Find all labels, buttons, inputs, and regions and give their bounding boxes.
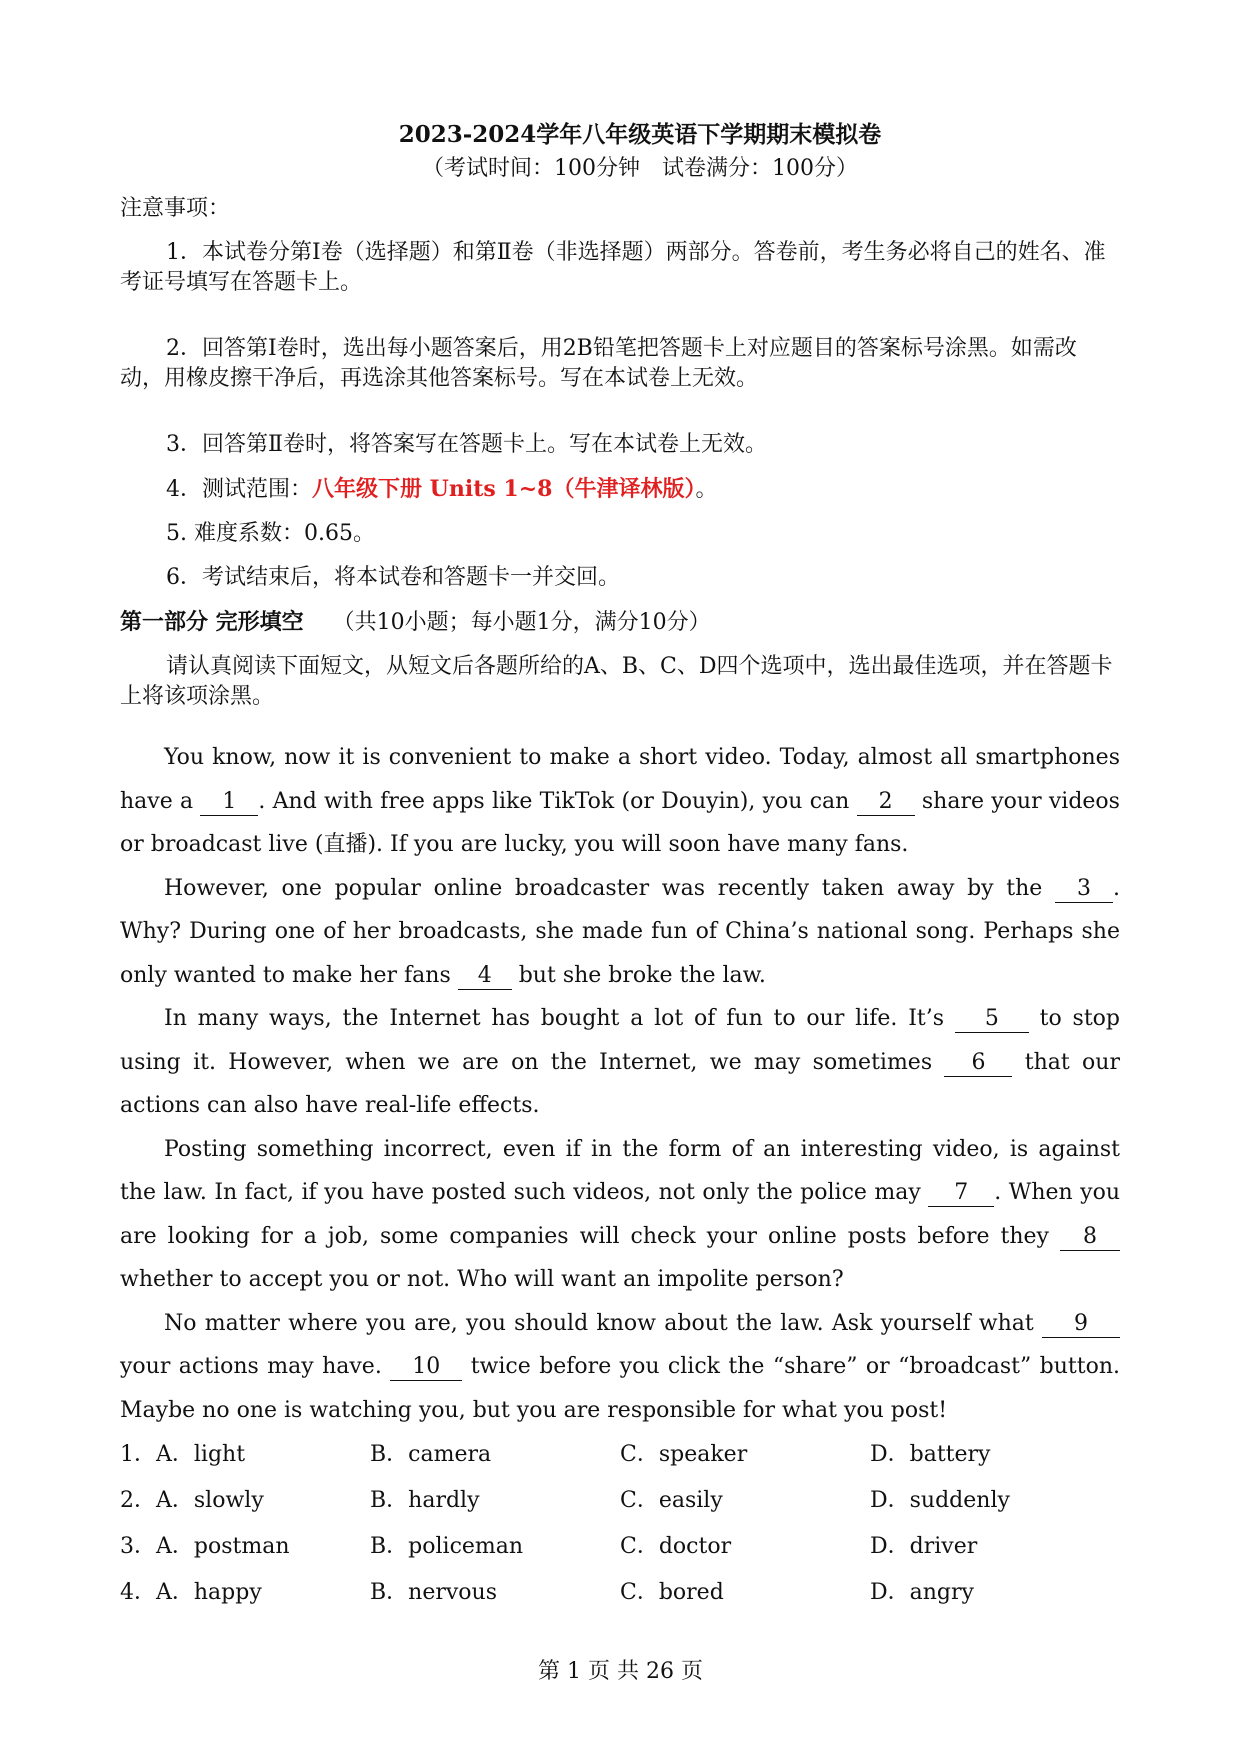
notice-heading: 注意事项： (120, 196, 231, 221)
option-c: C．easily (620, 1488, 723, 1513)
passage-text: You know, now it is convenient to make a short video. Today, almost all smartphones have a (120, 745, 1120, 814)
option-a: 2．A．slowly (120, 1488, 264, 1513)
section-info: （共10小题；每小题1分，满分10分） (332, 610, 711, 635)
blank-9: 9 (1042, 1311, 1120, 1338)
passage-text: No matter where you are, you should know about the law. Ask yourself what (164, 1310, 1042, 1336)
passage-paragraph-5 (120, 1302, 1120, 1433)
passage-text: whether to accept you or not. Who will want an impolite person? (120, 1267, 844, 1292)
notice-item-2: 2．回答第Ⅰ卷时，选出每小题答案后，用2B铅笔把答题卡上对应题目的答案标号涂黑。如需改动，用橡皮擦干净后，再选涂其他答案标号。写在本试卷上无效。 (120, 336, 1077, 391)
option-c: C．bored (620, 1580, 724, 1605)
option-d: D．suddenly (870, 1488, 1010, 1513)
blank-2: 2 (857, 789, 915, 816)
option-b: B．hardly (370, 1488, 480, 1513)
notice-item-4 (120, 474, 1120, 505)
passage-text: . Why? During one of her broadcasts, she made fun of China’s national song. Perhaps she only wanted to make her fans (120, 875, 1120, 988)
option-b: B．camera (370, 1442, 492, 1467)
passage-text: . And with free apps like TikTok (or Douyin), you can (258, 788, 857, 814)
option-a: 3．A．postman (120, 1534, 290, 1559)
exam-page (120, 118, 1120, 1624)
passage-paragraph-3 (120, 997, 1120, 1128)
option-c: C．doctor (620, 1534, 732, 1559)
notice-item-5: 5. 难度系数：0.65。 (166, 521, 375, 546)
passage-text: that our actions can also have real-life effects. (120, 1049, 1120, 1118)
notice-item-4-suffix: 。 (695, 477, 718, 502)
blank-3: 3 (1055, 876, 1113, 903)
option-d: D．angry (870, 1580, 974, 1605)
passage-text: Posting something incorrect, even if in the form of an interesting video, is against the law. In fact, if you have posted such videos, not only the police may (120, 1136, 1120, 1205)
option-a: 1．A．light (120, 1442, 246, 1467)
cloze-passage (120, 736, 1120, 1432)
blank-5: 5 (955, 1006, 1029, 1033)
option-c: C．speaker (620, 1442, 748, 1467)
section-title: 第一部分 完形填空 (120, 609, 304, 635)
question-row (120, 1578, 1120, 1624)
passage-paragraph-1 (120, 736, 1120, 867)
blank-10: 10 (390, 1354, 462, 1381)
passage-text: twice before you click the “share” or “broadcast” button. Maybe no one is watching you, but you are responsible for what you post! (120, 1354, 1121, 1423)
passage-text: share your videos or broadcast live (直播). If you are lucky, you will soon have many fans. (120, 788, 1120, 857)
passage-text: . When you are looking for a job, some companies will check your online posts before they (120, 1180, 1120, 1249)
section-header (120, 607, 1120, 638)
passage-paragraph-2 (120, 867, 1120, 998)
blank-4: 4 (458, 963, 512, 990)
blank-7: 7 (928, 1180, 994, 1207)
blank-1: 1 (200, 789, 258, 816)
exam-title: 2023-2024学年八年级英语下学期期末模拟卷 (398, 121, 882, 148)
notice-item-1: 1．本试卷分第Ⅰ卷（选择题）和第Ⅱ卷（非选择题）两部分。答卷前，考生务必将自己的姓名、准考证号填写在答题卡上。 (120, 240, 1106, 295)
option-d: D．battery (870, 1442, 991, 1467)
option-a: 4．A．happy (120, 1580, 262, 1605)
question-row (120, 1532, 1120, 1578)
notice-item-3: 3．回答第Ⅱ卷时，将答案写在答题卡上。写在本试卷上无效。 (166, 432, 767, 457)
passage-paragraph-4 (120, 1128, 1120, 1302)
passage-text: your actions may have. (120, 1354, 391, 1379)
page-footer: 第 1 页 共 26 页 (538, 1659, 703, 1684)
option-d: D．driver (870, 1534, 978, 1559)
question-row (120, 1486, 1120, 1532)
passage-text: but she broke the law. (511, 962, 766, 988)
exam-subtitle: （考试时间：100分钟 试卷满分：100分） (422, 156, 858, 181)
test-scope: 八年级下册 Units 1~8（牛津译林版） (312, 476, 696, 502)
question-row (120, 1440, 1120, 1486)
option-b: B．policeman (370, 1534, 524, 1559)
passage-text: However, one popular online broadcaster was recently taken away by the (164, 875, 1055, 901)
passage-text: to stop using it. However, when we are on the Internet, we may sometimes (120, 1006, 1121, 1075)
option-b: B．nervous (370, 1580, 498, 1605)
passage-text: In many ways, the Internet has bought a lot of fun to our life. It’s (164, 1006, 955, 1031)
blank-8: 8 (1060, 1224, 1120, 1251)
notice-item-4-prefix: 4．测试范围： (166, 477, 312, 502)
section-instruction: 请认真阅读下面短文，从短文后各题所给的A、B、C、D四个选项中，选出最佳选项，并在答题卡上将该项涂黑。 (120, 654, 1113, 709)
blank-6: 6 (944, 1050, 1012, 1077)
notice-item-6: 6．考试结束后，将本试卷和答题卡一并交回。 (166, 565, 620, 590)
